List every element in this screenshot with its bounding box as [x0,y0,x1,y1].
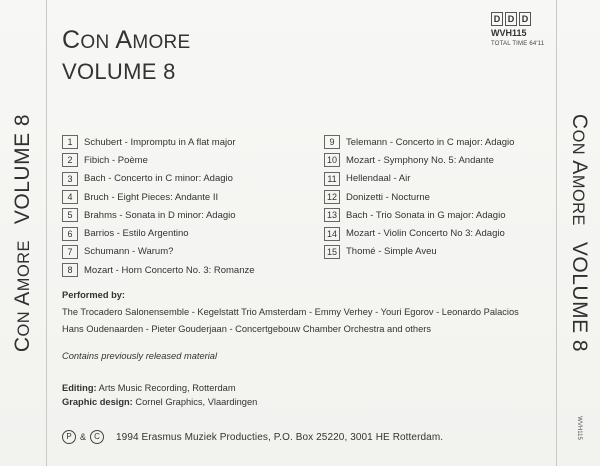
track-row [62,261,255,279]
previously-released-note: Contains previously released material [62,351,218,361]
track-list-right [324,133,514,261]
copyright-icon: C [90,430,104,444]
track-number: 2 [62,153,78,167]
copyright-line [62,430,443,444]
track-number: 6 [62,227,78,241]
right-spine-title: CON AMOREVOLUME 8 [568,113,591,353]
copyright-text: 1994 Erasmus Muziek Producties, P.O. Box 25220, 3001 HE Rotterdam. [116,431,444,443]
left-spine-title: CON AMOREVOLUME 8 [11,113,34,353]
ampersand: & [80,432,87,442]
track-title: Hellendaal - Air [346,173,411,185]
performers-line: Hans Oudenaarden - Pieter Gouderjaan - Concertgebouw Chamber Orchestra and others [62,324,431,334]
design-credit [62,395,257,409]
ddd-box: D [505,12,517,26]
track-title: Brahms - Sonata in D minor: Adagio [84,209,236,221]
track-row [62,170,255,188]
performers-line: The Trocadero Salonensemble - Kegelstatt Trio Amsterdam - Emmy Verhey - Youri Egorov - Leonardo Palacios [62,307,519,317]
track-title: Bach - Trio Sonata in G major: Adagio [346,209,506,221]
track-row [324,151,514,169]
track-title: Schumann - Warum? [84,246,174,258]
track-number: 9 [324,135,340,149]
ddd-box: D [519,12,531,26]
performers-block [62,290,519,338]
track-title: Fibich - Poème [84,154,148,166]
track-number: 15 [324,245,340,259]
performed-by-label: Performed by: [62,290,126,300]
track-number: 5 [62,208,78,222]
album-title-block [62,26,191,85]
track-number: 11 [324,172,340,186]
design-value: Cornel Graphics, Vlaardingen [132,397,258,407]
track-title: Telemann - Concerto in C major: Adagio [346,136,515,148]
track-number: 1 [62,135,78,149]
track-row [324,206,514,224]
track-title: Donizetti - Nocturne [346,191,430,203]
right-spine-volume: VOLUME 8 [568,241,591,353]
total-time: TOTAL TIME 64'11 [491,41,545,47]
track-row [62,188,255,206]
album-volume: VOLUME 8 [62,59,176,84]
spine-catalog-code: WVH115 [576,416,582,440]
left-spine-volume: VOLUME 8 [11,113,34,225]
track-row [324,224,514,242]
production-credits [62,381,257,409]
track-title: Mozart - Symphony No. 5: Andante [346,154,494,166]
track-title: Barrios - Estilo Argentino [84,228,189,240]
track-row [324,243,514,261]
track-number: 4 [62,190,78,204]
left-spine-fold [46,0,47,466]
ddd-code [491,12,544,26]
track-row [62,133,255,151]
track-row [324,188,514,206]
recording-info [491,12,544,47]
track-title: Bruch - Eight Pieces: Andante II [84,191,219,203]
right-spine-fold [556,0,557,466]
phonogram-icon: P [62,430,76,444]
track-row [62,224,255,242]
track-row [62,206,255,224]
editing-value: Arts Music Recording, Rotterdam [96,383,236,393]
track-row [324,170,514,188]
track-number: 14 [324,227,340,241]
track-number: 12 [324,190,340,204]
catalog-number: WVH115 [491,28,527,38]
track-title: Thomé - Simple Aveu [346,246,437,258]
track-row [62,151,255,169]
track-row [62,243,255,261]
track-title: Schubert - Impromptu in A flat major [84,136,236,148]
ddd-box: D [491,12,503,26]
track-number: 3 [62,172,78,186]
track-list-left [62,133,255,279]
track-number: 10 [324,153,340,167]
track-title: Mozart - Violin Concerto No 3: Adagio [346,228,505,240]
editing-credit [62,381,257,395]
track-number: 13 [324,208,340,222]
track-number: 7 [62,245,78,259]
album-title: CON AMORE [62,26,191,54]
track-title: Bach - Concerto in C minor: Adagio [84,173,233,185]
track-number: 8 [62,263,78,277]
track-row [324,133,514,151]
performers-list [62,304,519,338]
editing-label: Editing: [62,383,97,393]
design-label: Graphic design: [62,397,133,407]
track-title: Mozart - Horn Concerto No. 3: Romanze [84,264,255,276]
